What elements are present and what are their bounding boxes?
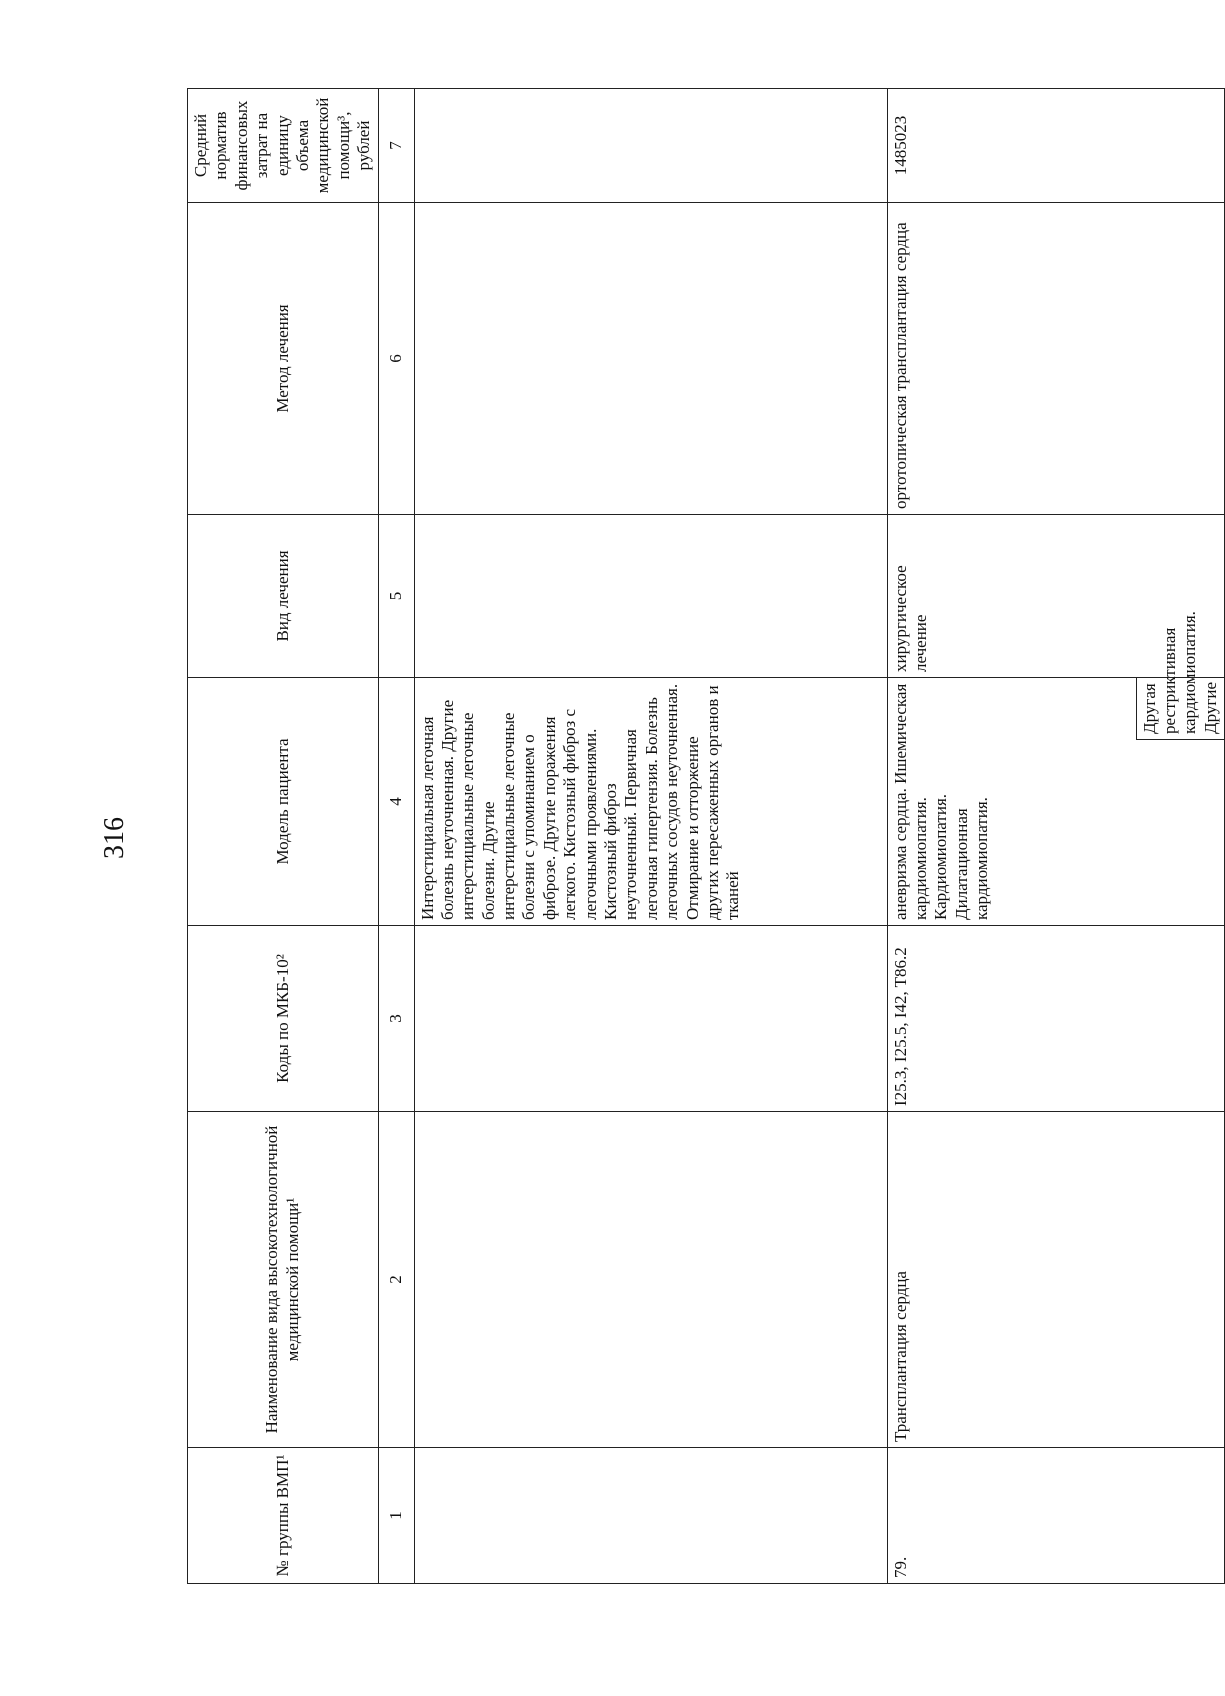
cell-treatment-type (414, 515, 887, 678)
column-number: 4 (378, 678, 414, 926)
column-number: 3 (378, 926, 414, 1112)
cell-cost (414, 89, 887, 203)
rotated-table-container (187, 89, 1220, 1584)
cell-name (414, 1112, 887, 1448)
table-row (414, 89, 887, 1584)
column-number: 7 (378, 89, 414, 203)
header-name: Наименование вида высокотехнологичной медицинской помощи¹ (188, 1112, 379, 1448)
cell-cost: 1485023 (887, 89, 1225, 203)
column-number: 2 (378, 1112, 414, 1448)
header-codes: Коды по МКБ-10² (188, 926, 379, 1112)
vmp-table (187, 88, 1225, 1584)
patient-model-text: аневризма сердца. Ишемическая кардиомиопатия. Кардиомиопатия. Дилатационная кардиомиопатия. (890, 683, 992, 920)
header-cost: Средний норматив финансовых затрат на единицу объема медицинской помощи³, рублей (188, 89, 379, 203)
cell-codes (414, 926, 887, 1112)
column-number: 5 (378, 515, 414, 678)
column-number: 1 (378, 1448, 414, 1584)
column-number: 6 (378, 203, 414, 515)
header-row (188, 89, 379, 1584)
cell-codes: I25.3, I25.5, I42, T86.2 (887, 926, 1225, 1112)
cell-patient-model: Интерстициальная легочная болезнь неуточненная. Другие интерстициальные легочные болезни. Другие интерстициальные легочные болезни с упоминанием о фиброзе. Другие поражения легкого. Кистозный фиброз с легочными проявлениями. Кистозный фиброз неуточненный. Первичная легочная гипертензия. Болезнь легочных сосудов неуточненная. Отмирание и отторжение других пересаженных органов и тканей (414, 678, 887, 926)
cell-treatment-method (414, 203, 887, 515)
header-treatment-type: Вид лечения (188, 515, 379, 678)
column-number-row (378, 89, 414, 1584)
cell-name: Трансплантация сердца (887, 1112, 1225, 1448)
cell-group (414, 1448, 887, 1584)
cell-treatment-type: хирургическое лечение (887, 515, 1225, 678)
cell-group: 79. (887, 1448, 1225, 1584)
header-group-number: № группы ВМП¹ (188, 1448, 379, 1584)
header-patient-model: Модель пациента (188, 678, 379, 926)
page-number: 316 (99, 817, 130, 859)
table-inner (187, 89, 1220, 1584)
patient-model-continued: Другая рестриктивная кардиомиопатия. Другие (1136, 678, 1225, 740)
header-treatment-method: Метод лечения (188, 203, 379, 515)
table-row (887, 89, 1225, 1584)
cell-treatment-method: ортотопическая трансплантация сердца (887, 203, 1225, 515)
